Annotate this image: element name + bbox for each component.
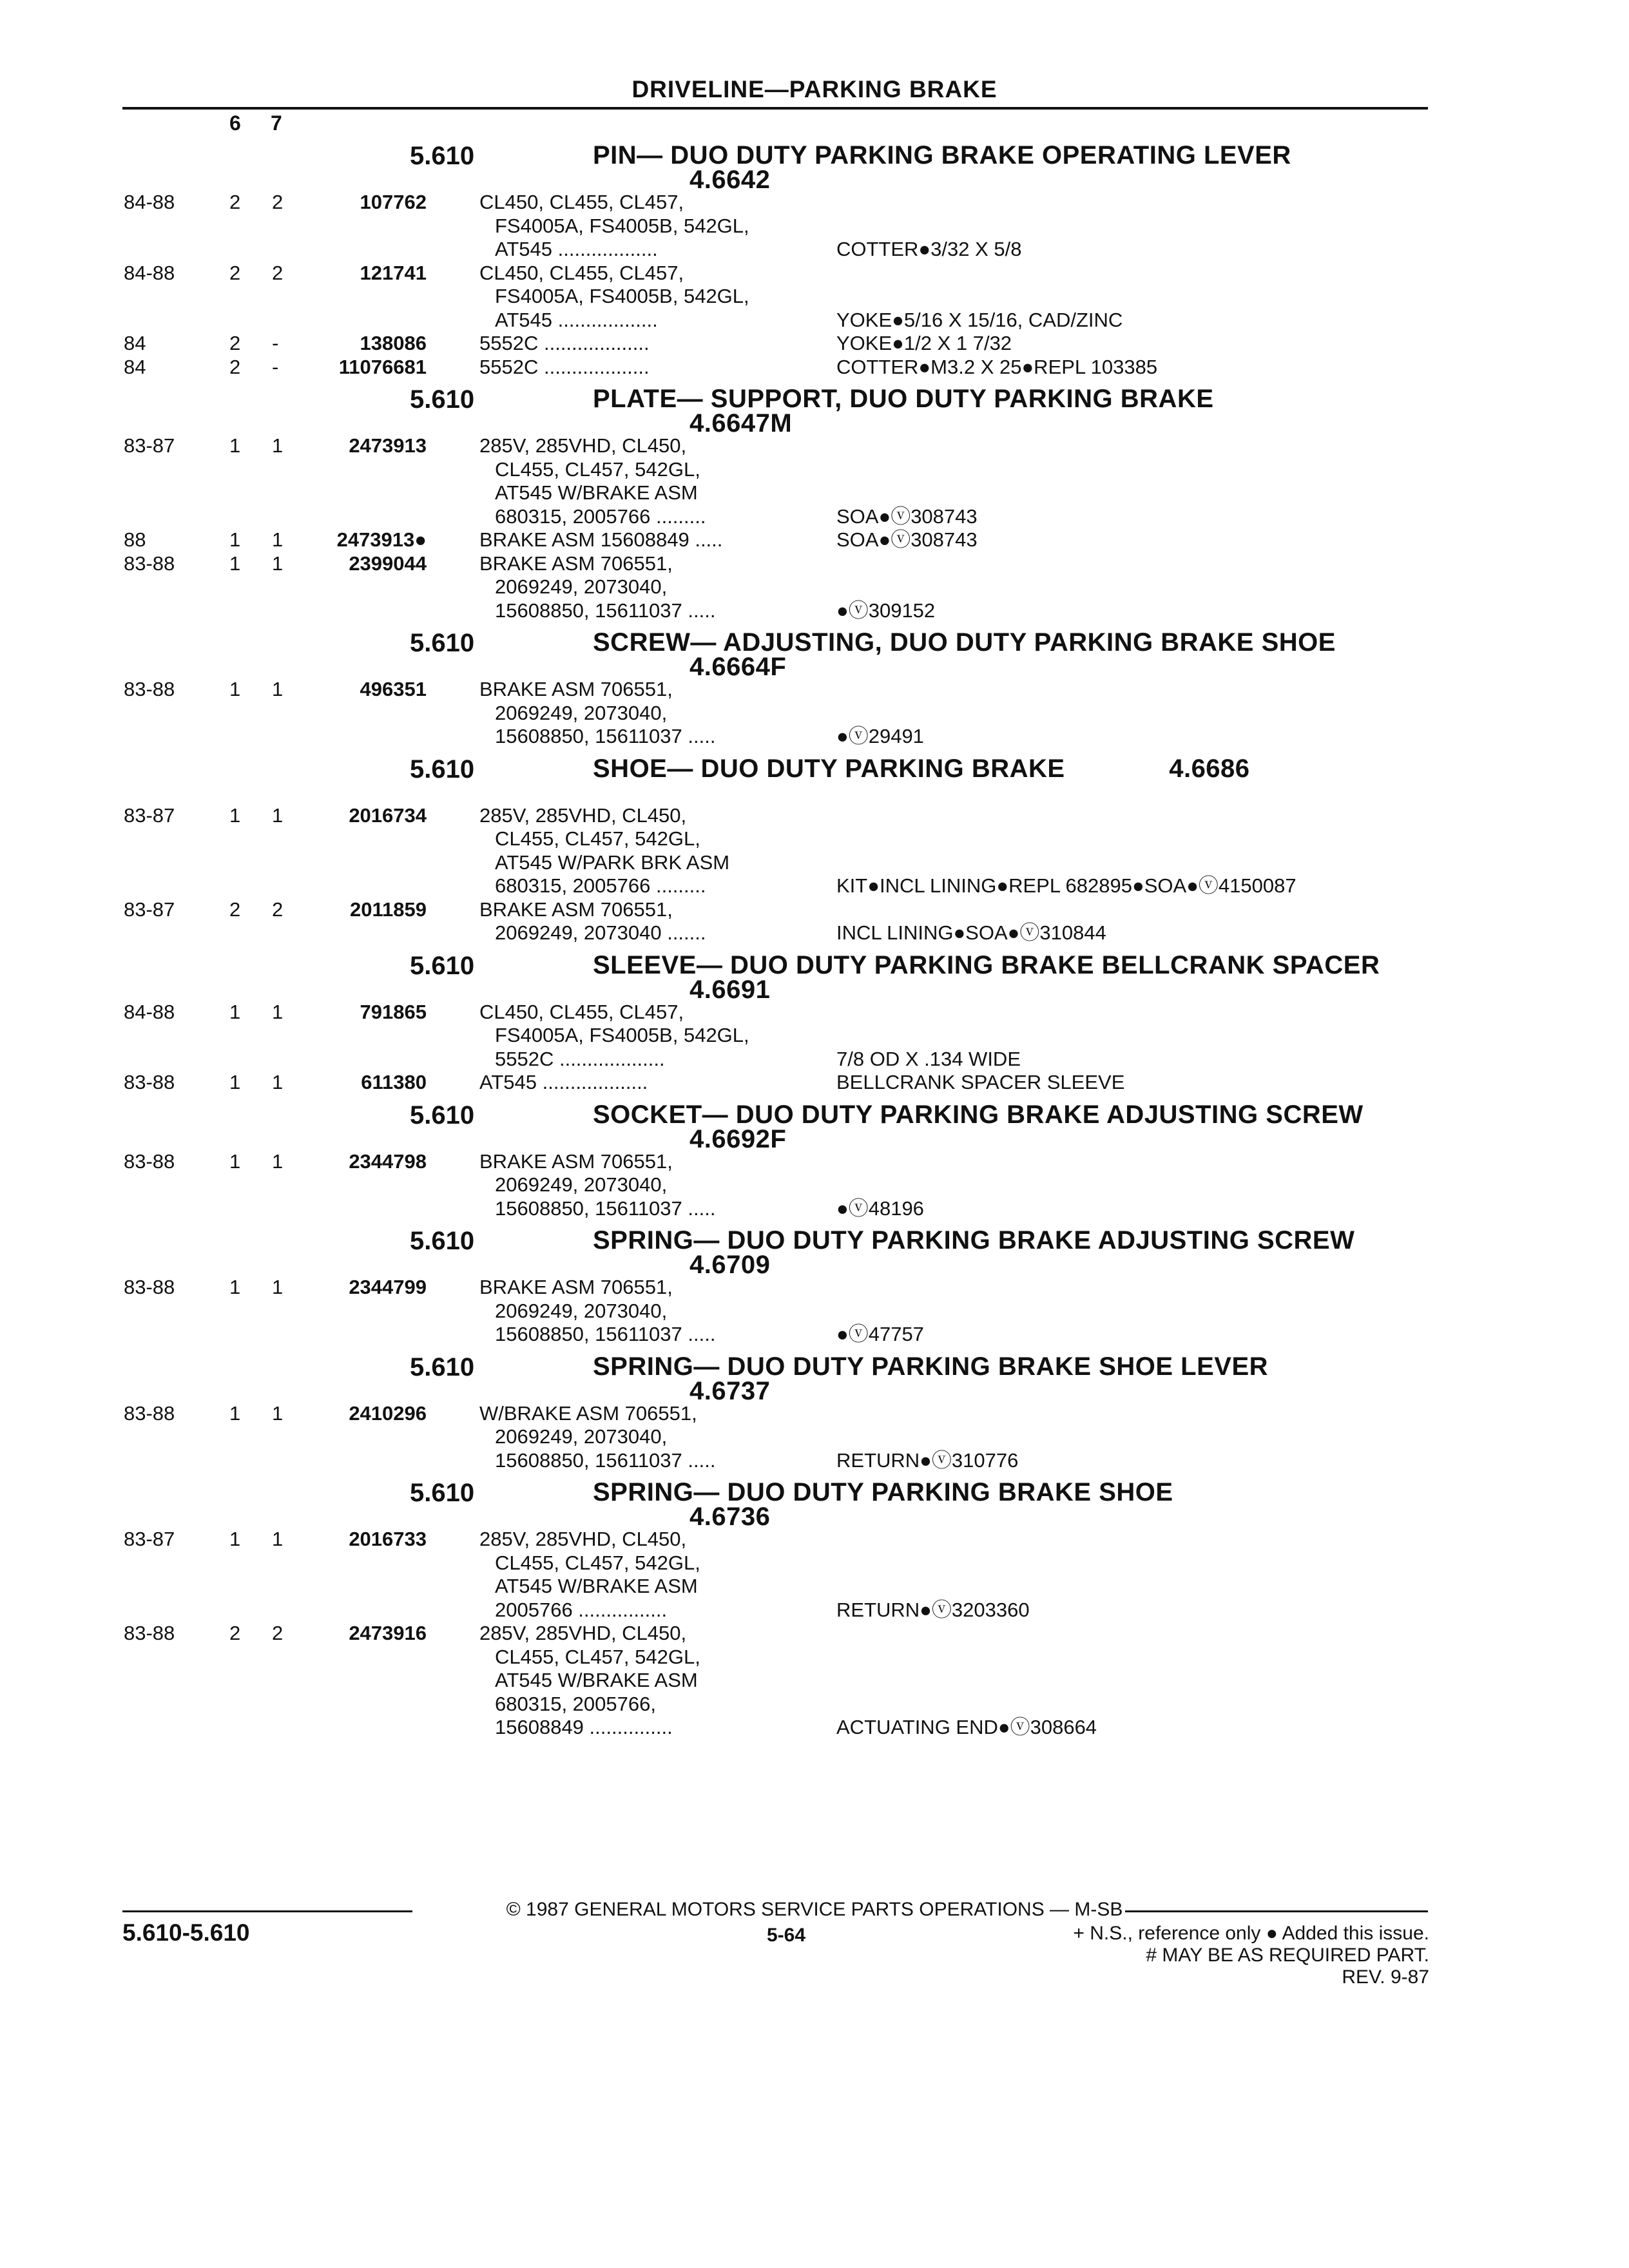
section-title-text: SCREW— ADJUSTING, DUO DUTY PARKING BRAKE SHOE [593,628,1336,657]
section-heading [0,1100,1629,1153]
part-entry [0,434,1629,528]
part-number: 791865 [360,1000,427,1023]
parts-section [0,1102,1629,1221]
application-text: AT545 W/PARK BRK ASM [495,850,730,874]
application-text: 2069249, 2073040, [495,701,668,724]
section-reference-number: 4.6642 [689,166,771,194]
application-text: FS4005A, FS4005B, 542GL, [495,1024,749,1046]
quantity-col-6: 1 [229,1276,241,1298]
part-note: RETURN●ⓥ3203360 [836,1598,1030,1621]
parts-section [0,756,1629,945]
header-rule [122,107,1428,110]
part-number: 2016733 [349,1528,427,1550]
application-text: 15608849 ............... [495,1716,673,1738]
entry-line [0,827,1629,851]
entry-line [0,725,1629,749]
part-note: SOA●ⓥ308743 [836,528,978,551]
section-reference-number: 4.6647M [689,409,793,437]
entry-line [0,1173,1629,1197]
application-text: AT545 .................. [495,238,658,260]
entry-line [0,1425,1629,1449]
entry-line [0,262,1629,285]
part-entry [0,1071,1629,1095]
entry-line [0,1646,1629,1669]
entry-line [0,702,1629,726]
entry-line [0,804,1629,828]
footer-legend-note: + N.S., reference only ● Added this issue. [1073,1923,1429,1944]
parts-listing [0,135,1629,1740]
application-text: 15608850, 15611037 ..... [495,725,716,747]
application-text: AT545 .................. [495,308,658,331]
entry-line [0,528,1629,552]
section-heading [0,385,1629,437]
application-text: BRAKE ASM 15608849 ..... [479,528,723,551]
model-years: 83-87 [124,898,175,921]
quantity-col-7: 1 [272,1149,284,1173]
part-note: ●ⓥ47757 [836,1323,924,1345]
model-years: 83-87 [124,434,175,457]
part-number: 2344799 [349,1276,427,1298]
application-text: AT545 W/BRAKE ASM [495,1669,698,1691]
quantity-col-7: 2 [272,191,284,213]
application-text: 2069249, 2073040, [495,1173,668,1196]
section-reference-number: 4.6736 [689,1503,771,1531]
model-years: 84 [124,355,146,378]
entry-line [0,285,1629,309]
section-title [593,387,1431,436]
quantity-col-7: 2 [272,1622,284,1644]
model-years: 84 [124,332,146,354]
entry-line [0,921,1629,945]
quantity-col-6: 2 [229,355,241,378]
part-number: 2399044 [349,552,427,575]
application-text: 2069249, 2073040, [495,1299,668,1322]
entry-line [0,1599,1629,1622]
section-heading [0,1478,1629,1531]
section-number: 5.610 [410,629,475,657]
section-reference-number: 4.6686 [1169,754,1250,783]
part-entry [0,356,1629,380]
entry-line [0,851,1629,875]
application-text: 285V, 285VHD, CL450, [479,434,687,457]
section-title-text: SLEEVE— DUO DUTY PARKING BRAKE BELLCRANK SPACER [593,950,1380,979]
quantity-col-7: 1 [272,434,284,457]
application-text: AT545 W/BRAKE ASM [495,481,698,504]
application-text: BRAKE ASM 706551, [479,1276,673,1298]
footer-section-range: 5.610-5.610 [122,1919,250,1946]
entry-line [0,1693,1629,1716]
section-heading [0,1226,1629,1279]
model-years: 88 [124,528,146,551]
part-note: ●ⓥ48196 [836,1196,924,1220]
section-number: 5.610 [410,754,475,783]
application-text: CL450, CL455, CL457, [479,261,684,284]
quantity-col-7: - [272,355,279,378]
part-number: 121741 [360,261,427,284]
model-years: 83-88 [124,678,175,700]
quantity-col-7: 1 [272,1000,284,1023]
entry-line [0,1197,1629,1221]
section-title-text: SPRING— DUO DUTY PARKING BRAKE SHOE LEVER [593,1352,1269,1381]
quantity-col-6: 2 [229,332,241,354]
entry-line [0,215,1629,238]
part-number: 496351 [360,678,427,700]
quantity-col-6: 1 [229,1071,241,1093]
entry-line [0,678,1629,702]
entry-line [0,1048,1629,1072]
part-note: RETURN●ⓥ310776 [836,1448,1019,1472]
model-years: 83-88 [124,1276,175,1298]
part-note: ACTUATING END●ⓥ308664 [836,1716,1097,1738]
entry-line [0,575,1629,599]
model-years: 84-88 [124,1000,175,1023]
quantity-col-6: 1 [229,528,241,551]
part-entry [0,1001,1629,1072]
application-text: 15608850, 15611037 ..... [495,1196,716,1220]
part-note: YOKE●1/2 X 1 7/32 [836,332,1012,354]
part-number: 2016734 [349,803,427,827]
quantity-col-6: 1 [229,434,241,457]
application-text: 15608850, 15611037 ..... [495,1448,716,1472]
part-entry [0,898,1629,945]
quantity-col-6: 2 [229,191,241,213]
parts-section [0,630,1629,749]
footer-copyright: © 1987 GENERAL MOTORS SERVICE PARTS OPERATIONS — M-SB [506,1899,1123,1920]
part-note: INCL LINING●SOA●ⓥ310844 [836,921,1106,944]
section-title-text: SOCKET— DUO DUTY PARKING BRAKE ADJUSTING SCREW [593,1100,1364,1129]
part-entry [0,552,1629,623]
column-header-6: 6 [229,111,241,135]
section-heading [0,950,1629,1004]
section-title [593,1480,1431,1529]
quantity-col-6: 1 [229,1000,241,1023]
entry-line [0,874,1629,898]
section-number: 5.610 [410,1479,475,1507]
part-note: 7/8 OD X .134 WIDE [836,1047,1021,1070]
model-years: 83-88 [124,1071,175,1093]
part-number: 11076681 [338,355,427,378]
application-text: BRAKE ASM 706551, [479,898,673,921]
entry-line [0,1001,1629,1024]
section-number: 5.610 [410,951,475,980]
model-years: 84-88 [124,261,175,284]
entry-line [0,238,1629,262]
application-text: CL455, CL457, 542GL, [495,457,700,481]
application-text: 2005766 ................ [495,1598,668,1621]
section-reference-number: 4.6737 [689,1376,771,1405]
part-number: 2011859 [350,898,427,921]
quantity-col-6: 2 [229,898,241,921]
model-years: 83-88 [124,552,175,575]
quantity-col-7: 1 [272,1276,284,1298]
part-note: COTTER●M3.2 X 25●REPL 103385 [836,355,1158,378]
part-number: 2473913 [349,434,427,457]
section-number: 5.610 [410,1352,475,1381]
application-text: 285V, 285VHD, CL450, [479,1622,687,1644]
application-text: FS4005A, FS4005B, 542GL, [495,285,749,307]
entry-line [0,1323,1629,1347]
quantity-col-7: 1 [272,678,284,700]
section-number: 5.610 [410,385,475,414]
section-reference-number: 4.6692F [689,1124,787,1153]
section-heading [0,1352,1629,1405]
entry-line [0,1716,1629,1740]
entry-line [0,332,1629,356]
entry-line [0,1528,1629,1552]
quantity-col-7: 2 [272,898,284,921]
quantity-col-7: - [272,332,279,354]
application-text: CL450, CL455, CL457, [479,191,684,213]
part-entry [0,1276,1629,1347]
page-title: DRIVELINE—PARKING BRAKE [631,76,998,102]
application-text: 5552C ................... [495,1047,665,1070]
quantity-col-6: 1 [229,1149,241,1173]
application-text: 2069249, 2073040, [495,575,668,598]
quantity-col-7: 1 [272,1071,284,1093]
part-number: 2473913● [336,528,427,551]
part-entry [0,1528,1629,1622]
quantity-col-7: 1 [272,552,284,575]
section-number: 5.610 [410,142,475,170]
footer-required-note: # MAY BE AS REQUIRED PART. [1146,1945,1429,1966]
section-title-text: SHOE— DUO DUTY PARKING BRAKE [593,754,1065,783]
application-text: CL455, CL457, 542GL, [495,1645,700,1668]
part-note: YOKE●5/16 X 15/16, CAD/ZINC [836,308,1123,331]
entry-line [0,1276,1629,1300]
footer-revision: REV. 9-87 [1342,1966,1429,1988]
quantity-col-6: 1 [229,678,241,700]
application-text: W/BRAKE ASM 706551, [479,1401,697,1425]
application-text: 5552C ................... [479,355,650,378]
section-title-text: PIN— DUO DUTY PARKING BRAKE OPERATING LEVER [593,141,1291,169]
part-note: BELLCRANK SPACER SLEEVE [836,1071,1125,1093]
application-text: 680315, 2005766 ......... [495,874,706,897]
section-title [593,756,1431,781]
part-number: 138086 [360,332,427,354]
part-entry [0,804,1629,898]
part-number: 611380 [361,1071,427,1093]
model-years: 83-88 [124,1622,175,1644]
part-note: ●ⓥ309152 [836,599,936,622]
entry-line [0,1402,1629,1426]
part-entry [0,1150,1629,1221]
application-text: CL450, CL455, CL457, [479,1000,684,1023]
section-title [593,1102,1431,1151]
model-years: 83-88 [124,1401,175,1425]
model-years: 84-88 [124,191,175,213]
entry-line [0,191,1629,215]
model-years: 83-87 [124,1528,175,1550]
section-reference-number: 4.6664F [689,653,787,681]
parts-section [0,950,1629,1095]
section-title [593,1354,1431,1403]
parts-section [0,1228,1629,1347]
section-heading [0,756,1629,804]
parts-section [0,143,1629,379]
part-entry [0,262,1629,332]
quantity-col-6: 1 [229,803,241,827]
footer-page-number: 5-64 [766,1925,806,1946]
application-text: BRAKE ASM 706551, [479,1149,673,1173]
part-number: 2344798 [349,1149,427,1173]
quantity-col-6: 1 [229,1528,241,1550]
quantity-col-6: 2 [229,261,241,284]
parts-section [0,1354,1629,1473]
application-text: 285V, 285VHD, CL450, [479,803,687,827]
entry-line [0,309,1629,332]
part-entry [0,1402,1629,1473]
section-reference-number: 4.6709 [689,1251,771,1279]
entry-line [0,1150,1629,1174]
section-heading [0,141,1629,194]
entry-line [0,1071,1629,1095]
part-entry [0,678,1629,749]
entry-line [0,1575,1629,1599]
part-number: 2473916 [349,1622,427,1644]
parts-section [0,1480,1629,1740]
quantity-col-7: 1 [272,803,284,827]
entry-line [0,599,1629,623]
part-entry [0,528,1629,552]
application-text: 5552C ................... [479,332,650,354]
application-text: BRAKE ASM 706551, [479,678,673,700]
section-title [593,950,1431,1004]
part-number: 107762 [360,191,427,213]
application-text: 15608850, 15611037 ..... [495,1323,716,1345]
application-text: AT545 W/BRAKE ASM [495,1575,698,1597]
entry-line [0,1449,1629,1473]
section-number: 5.610 [410,1100,475,1129]
part-note: SOA●ⓥ308743 [836,505,978,528]
section-number: 5.610 [410,1227,475,1255]
part-entry [0,332,1629,356]
section-title [593,1228,1431,1277]
entry-line [0,481,1629,505]
entry-line [0,898,1629,922]
section-heading [0,628,1629,681]
quantity-col-7: 1 [272,1528,284,1550]
section-reference-number: 4.6691 [689,975,771,1004]
part-note: KIT●INCL LINING●REPL 682895●SOA●ⓥ4150087 [836,874,1296,897]
entry-line [0,505,1629,529]
section-title-text: SPRING— DUO DUTY PARKING BRAKE ADJUSTING SCREW [593,1226,1355,1254]
quantity-col-6: 1 [229,1401,241,1425]
entry-line [0,1024,1629,1048]
quantity-col-7: 2 [272,261,284,284]
application-text: 2069249, 2073040, [495,1425,668,1448]
entry-line [0,1622,1629,1646]
application-text: AT545 ................... [479,1071,648,1093]
quantity-col-7: 1 [272,528,284,551]
entry-line [0,1300,1629,1323]
application-text: 15608850, 15611037 ..... [495,599,716,622]
application-text: 680315, 2005766, [495,1692,656,1715]
part-entry [0,1622,1629,1740]
part-entry [0,191,1629,262]
column-header-7: 7 [271,111,282,135]
application-text: BRAKE ASM 706551, [479,552,673,575]
model-years: 83-87 [124,803,175,827]
application-text: CL455, CL457, 542GL, [495,1551,700,1574]
model-years: 83-88 [124,1149,175,1173]
part-note: COTTER●3/32 X 5/8 [836,238,1022,260]
entry-line [0,356,1629,380]
application-text: 2069249, 2073040 ....... [495,921,706,944]
entry-line [0,1552,1629,1575]
section-title [593,630,1431,679]
entry-line [0,434,1629,458]
quantity-col-6: 2 [229,1622,241,1644]
entry-line [0,458,1629,482]
application-text: FS4005A, FS4005B, 542GL, [495,214,749,237]
parts-section [0,387,1629,622]
application-text: 680315, 2005766 ......... [495,505,706,528]
part-number: 2410296 [349,1401,427,1425]
section-title-text: SPRING— DUO DUTY PARKING BRAKE SHOE [593,1478,1173,1506]
entry-line [0,552,1629,576]
section-title [593,143,1431,192]
application-text: CL455, CL457, 542GL, [495,827,700,850]
section-title-text: PLATE— SUPPORT, DUO DUTY PARKING BRAKE [593,385,1214,413]
quantity-col-6: 1 [229,552,241,575]
application-text: 285V, 285VHD, CL450, [479,1528,687,1550]
part-note: ●ⓥ29491 [836,725,924,747]
quantity-col-7: 1 [272,1401,284,1425]
entry-line [0,1669,1629,1693]
